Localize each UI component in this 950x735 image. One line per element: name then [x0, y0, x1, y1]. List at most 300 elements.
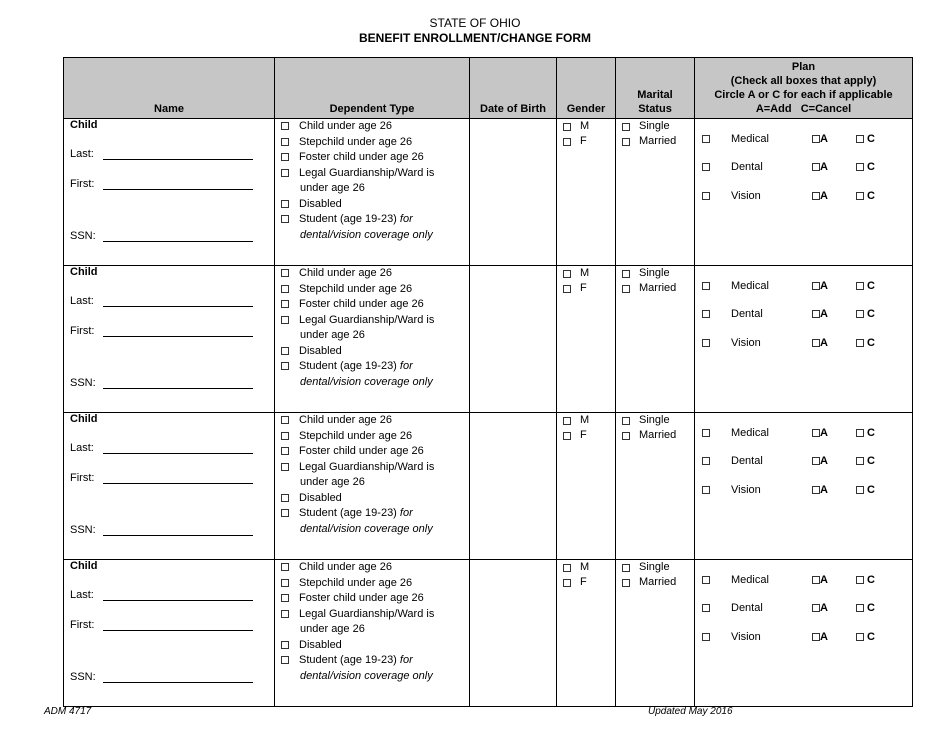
plan-row-dental — [702, 454, 912, 468]
checkbox[interactable] — [563, 270, 571, 278]
marital-option-married — [616, 281, 694, 296]
dep-label-child: Child under age 26 — [299, 267, 392, 279]
last-name-label: Last: — [70, 148, 94, 160]
date-of-birth-cell[interactable] — [470, 119, 557, 266]
plan-cell — [695, 413, 913, 560]
dep-label-student-b: for — [399, 360, 413, 372]
plan-label-medical: Medical — [731, 427, 769, 439]
checkbox[interactable] — [281, 641, 289, 649]
dependent-type-list — [275, 560, 469, 684]
plan-row-vision — [702, 630, 912, 644]
add-checkbox[interactable] — [812, 282, 820, 290]
ssn-label: SSN: — [70, 524, 96, 536]
marital-option-married — [616, 428, 694, 443]
last-name-label: Last: — [70, 295, 94, 307]
last-name-input-line[interactable] — [103, 306, 253, 307]
plan-row-medical — [702, 573, 912, 587]
cancel-label: C — [867, 484, 875, 496]
table-row — [64, 560, 913, 707]
dep-label-student — [299, 506, 413, 522]
cancel-checkbox[interactable] — [856, 282, 864, 290]
dep-label-stepchild: Stepchild under age 26 — [299, 282, 413, 295]
updated-date: Updated May 2016 — [648, 706, 733, 717]
checkbox[interactable] — [622, 123, 630, 131]
cancel-label: C — [867, 337, 875, 349]
marital-label-married: Married — [639, 429, 677, 441]
dep-label-disabled: Disabled — [299, 491, 342, 504]
gender-label-female: F — [580, 576, 587, 588]
dep-label-student — [299, 359, 413, 375]
checkbox[interactable] — [281, 432, 289, 440]
dep-option-guardianship — [281, 607, 469, 623]
add-checkbox[interactable] — [812, 192, 820, 200]
cancel-label: C — [867, 161, 875, 173]
enrollment-table — [63, 57, 913, 707]
cancel-label: C — [867, 133, 875, 145]
plan-row-vision — [702, 336, 912, 350]
table-header-row — [64, 58, 913, 119]
marital-label-single: Single — [639, 120, 670, 132]
state-title: STATE OF OHIO — [429, 16, 521, 30]
checkbox[interactable] — [281, 285, 289, 293]
gender-label-male: M — [580, 561, 590, 573]
gender-option-male — [557, 560, 615, 575]
cancel-checkbox[interactable] — [856, 429, 864, 437]
checkbox[interactable] — [281, 610, 289, 618]
dep-label-student-a: Student (age 19-23) — [299, 507, 400, 519]
gender-cell — [557, 413, 616, 560]
marital-status-cell — [616, 266, 695, 413]
cancel-checkbox[interactable] — [856, 486, 864, 494]
marital-status-cell — [616, 560, 695, 707]
dep-label-child: Child under age 26 — [299, 561, 392, 573]
plan-label-medical: Medical — [731, 133, 769, 145]
dep-label-student-a: Student (age 19-23) — [299, 654, 400, 666]
col-header-gender: Gender — [557, 58, 616, 119]
add-checkbox[interactable] — [812, 486, 820, 494]
dep-option-stepchild — [281, 135, 469, 151]
dep-label-child: Child under age 26 — [299, 414, 392, 426]
plan-row-dental — [702, 160, 912, 174]
plan-cell — [695, 560, 913, 707]
first-name-input-line[interactable] — [103, 336, 253, 337]
checkbox[interactable] — [281, 215, 289, 223]
plan-label-vision: Vision — [731, 337, 761, 349]
dep-label-student-a: Student (age 19-23) — [299, 360, 400, 372]
checkbox[interactable] — [563, 432, 571, 440]
plan-checkbox-vision[interactable] — [702, 192, 710, 200]
dependent-type-cell — [275, 266, 470, 413]
dependent-type-cell — [275, 119, 470, 266]
gender-label-male: M — [580, 120, 590, 132]
dependent-type-cell — [275, 413, 470, 560]
first-name-label: First: — [70, 178, 95, 190]
last-name-input-line[interactable] — [103, 159, 253, 160]
first-name-label: First: — [70, 325, 95, 337]
plan-row-medical — [702, 426, 912, 440]
child-label: Child — [70, 560, 98, 572]
gender-option-female — [557, 134, 615, 149]
gender-option-female — [557, 575, 615, 590]
checkbox[interactable] — [281, 594, 289, 602]
first-name-label: First: — [70, 472, 95, 484]
last-name-label: Last: — [70, 442, 94, 454]
child-label: Child — [70, 266, 98, 278]
gender-label-male: M — [580, 414, 590, 426]
add-label: A — [820, 631, 828, 643]
plan-row-medical — [702, 279, 912, 293]
plan-label-vision: Vision — [731, 190, 761, 202]
cancel-label: C — [867, 574, 875, 586]
checkbox[interactable] — [281, 463, 289, 471]
checkbox[interactable] — [281, 269, 289, 277]
form-header — [0, 16, 950, 46]
checkbox[interactable] — [622, 417, 630, 425]
checkbox[interactable] — [281, 416, 289, 424]
first-name-input-line[interactable] — [103, 189, 253, 190]
add-checkbox[interactable] — [812, 633, 820, 641]
form-number: ADM 4717 — [44, 706, 92, 717]
dep-option-disabled — [281, 344, 469, 360]
dep-label-student-b: for — [399, 213, 413, 225]
dep-label-guardianship-line2: under age 26 — [300, 476, 365, 488]
dep-option-student-cont — [281, 669, 469, 685]
dep-label-disabled: Disabled — [299, 197, 342, 210]
plan-checkbox-medical[interactable] — [702, 576, 710, 584]
plan-checkbox-medical[interactable] — [702, 282, 710, 290]
dep-label-guardianship-line2: under age 26 — [300, 182, 365, 194]
checkbox[interactable] — [281, 316, 289, 324]
checkbox[interactable] — [281, 138, 289, 146]
gender-label-male: M — [580, 267, 590, 279]
dep-option-child — [281, 119, 469, 135]
add-checkbox[interactable] — [812, 163, 820, 171]
col-header-name: Name — [64, 58, 275, 119]
plan-row-vision — [702, 483, 912, 497]
cancel-checkbox[interactable] — [856, 310, 864, 318]
gender-option-female — [557, 428, 615, 443]
ssn-label: SSN: — [70, 671, 96, 683]
checkbox[interactable] — [281, 494, 289, 502]
dep-option-foster — [281, 444, 469, 460]
checkbox[interactable] — [281, 563, 289, 571]
cancel-label: C — [867, 455, 875, 467]
gender-cell — [557, 560, 616, 707]
checkbox[interactable] — [281, 153, 289, 161]
marital-option-single — [616, 266, 694, 281]
checkbox[interactable] — [563, 123, 571, 131]
add-label: A — [820, 133, 828, 145]
cancel-checkbox[interactable] — [856, 135, 864, 143]
first-name-input-line[interactable] — [103, 483, 253, 484]
last-name-input-line[interactable] — [103, 600, 253, 601]
cancel-label: C — [867, 190, 875, 202]
dep-label-disabled: Disabled — [299, 638, 342, 651]
dep-label-foster: Foster child under age 26 — [299, 445, 424, 457]
cancel-label: C — [867, 427, 875, 439]
marital-header-line1: Marital — [637, 89, 673, 101]
dep-option-guardianship-cont — [281, 475, 469, 491]
plan-label-dental: Dental — [731, 308, 763, 320]
checkbox[interactable] — [622, 138, 630, 146]
add-label: A — [820, 455, 828, 467]
dep-option-guardianship — [281, 313, 469, 329]
dep-option-foster — [281, 297, 469, 313]
col-header-marital-status — [616, 58, 695, 119]
plan-row-vision — [702, 189, 912, 203]
dep-option-student — [281, 359, 469, 375]
first-name-label: First: — [70, 619, 95, 631]
plan-row-dental — [702, 601, 912, 615]
add-label: A — [820, 484, 828, 496]
plan-checkbox-dental[interactable] — [702, 310, 710, 318]
add-label: A — [820, 190, 828, 202]
cancel-label: C — [867, 280, 875, 292]
dep-label-foster: Foster child under age 26 — [299, 151, 424, 163]
cancel-checkbox[interactable] — [856, 163, 864, 171]
checkbox[interactable] — [563, 138, 571, 146]
dep-option-stepchild — [281, 576, 469, 592]
marital-header-line2: Status — [638, 103, 672, 115]
last-name-label: Last: — [70, 589, 94, 601]
add-checkbox[interactable] — [812, 457, 820, 465]
cancel-checkbox[interactable] — [856, 604, 864, 612]
plan-label-dental: Dental — [731, 602, 763, 614]
col-header-dependent-type: Dependent Type — [275, 58, 470, 119]
ssn-input-line[interactable] — [103, 535, 253, 536]
form-title: BENEFIT ENROLLMENT/CHANGE FORM — [359, 31, 591, 45]
plan-checkbox-vision[interactable] — [702, 339, 710, 347]
plan-label-vision: Vision — [731, 631, 761, 643]
dep-option-disabled — [281, 491, 469, 507]
marital-option-married — [616, 575, 694, 590]
plan-label-medical: Medical — [731, 280, 769, 292]
gender-option-male — [557, 119, 615, 134]
checkbox[interactable] — [281, 300, 289, 308]
plan-checkbox-medical[interactable] — [702, 135, 710, 143]
gender-cell — [557, 266, 616, 413]
date-of-birth-cell[interactable] — [470, 413, 557, 560]
dep-option-guardianship-cont — [281, 328, 469, 344]
plan-label-vision: Vision — [731, 484, 761, 496]
dep-option-disabled — [281, 197, 469, 213]
plan-header-line4: A=Add C=Cancel — [755, 103, 852, 115]
gender-cell — [557, 119, 616, 266]
child-label: Child — [70, 413, 98, 425]
checkbox[interactable] — [281, 579, 289, 587]
add-checkbox[interactable] — [812, 604, 820, 612]
checkbox[interactable] — [281, 656, 289, 664]
checkbox[interactable] — [622, 270, 630, 278]
marital-label-single: Single — [639, 267, 670, 279]
cancel-label: C — [867, 602, 875, 614]
marital-label-single: Single — [639, 414, 670, 426]
dep-option-stepchild — [281, 429, 469, 445]
checkbox[interactable] — [281, 347, 289, 355]
plan-label-dental: Dental — [731, 455, 763, 467]
checkbox[interactable] — [563, 579, 571, 587]
plan-header-line3: Circle A or C for each if applicable — [714, 89, 893, 101]
name-cell — [64, 413, 275, 560]
dep-option-student — [281, 212, 469, 228]
table-row — [64, 266, 913, 413]
dep-label-student-line2: dental/vision coverage only — [300, 522, 433, 535]
plan-checkbox-dental[interactable] — [702, 604, 710, 612]
dep-option-foster — [281, 591, 469, 607]
dependent-type-list — [275, 413, 469, 537]
gender-option-female — [557, 281, 615, 296]
plan-checkbox-dental[interactable] — [702, 163, 710, 171]
dep-label-guardianship: Legal Guardianship/Ward is — [299, 166, 435, 179]
dep-option-guardianship-cont — [281, 181, 469, 197]
add-checkbox[interactable] — [812, 576, 820, 584]
marital-option-single — [616, 413, 694, 428]
ssn-input-line[interactable] — [103, 388, 253, 389]
dep-option-student — [281, 506, 469, 522]
marital-label-married: Married — [639, 135, 677, 147]
name-cell — [64, 560, 275, 707]
dep-label-foster: Foster child under age 26 — [299, 298, 424, 310]
gender-option-male — [557, 266, 615, 281]
dep-label-student-line2: dental/vision coverage only — [300, 669, 433, 682]
checkbox[interactable] — [563, 564, 571, 572]
table-row — [64, 119, 913, 266]
marital-option-married — [616, 134, 694, 149]
gender-label-female: F — [580, 282, 587, 294]
dep-label-stepchild: Stepchild under age 26 — [299, 135, 413, 148]
child-label: Child — [70, 119, 98, 131]
last-name-input-line[interactable] — [103, 453, 253, 454]
checkbox[interactable] — [622, 564, 630, 572]
dep-label-guardianship: Legal Guardianship/Ward is — [299, 313, 435, 326]
marital-status-cell — [616, 119, 695, 266]
cancel-checkbox[interactable] — [856, 339, 864, 347]
dep-label-student — [299, 653, 413, 669]
add-label: A — [820, 161, 828, 173]
name-cell — [64, 266, 275, 413]
ssn-label: SSN: — [70, 377, 96, 389]
plan-checkbox-dental[interactable] — [702, 457, 710, 465]
dep-label-guardianship: Legal Guardianship/Ward is — [299, 607, 435, 620]
ssn-input-line[interactable] — [103, 682, 253, 683]
gender-label-female: F — [580, 429, 587, 441]
dep-label-child: Child under age 26 — [299, 120, 392, 132]
add-label: A — [820, 280, 828, 292]
marital-status-cell — [616, 413, 695, 560]
dep-label-guardianship-line2: under age 26 — [300, 329, 365, 341]
dep-option-stepchild — [281, 282, 469, 298]
checkbox[interactable] — [281, 509, 289, 517]
add-label: A — [820, 337, 828, 349]
checkbox[interactable] — [622, 579, 630, 587]
dep-label-student-b: for — [399, 507, 413, 519]
cancel-checkbox[interactable] — [856, 457, 864, 465]
marital-option-single — [616, 560, 694, 575]
dep-label-foster: Foster child under age 26 — [299, 592, 424, 604]
marital-label-married: Married — [639, 282, 677, 294]
checkbox[interactable] — [281, 169, 289, 177]
col-header-date-of-birth: Date of Birth — [470, 58, 557, 119]
plan-header-line1: Plan — [791, 61, 816, 73]
ssn-input-line[interactable] — [103, 241, 253, 242]
checkbox[interactable] — [622, 285, 630, 293]
plan-cell — [695, 119, 913, 266]
checkbox[interactable] — [563, 417, 571, 425]
dep-label-stepchild: Stepchild under age 26 — [299, 576, 413, 589]
table-row — [64, 413, 913, 560]
dep-option-student — [281, 653, 469, 669]
dep-option-guardianship — [281, 460, 469, 476]
add-checkbox[interactable] — [812, 135, 820, 143]
dep-option-student-cont — [281, 228, 469, 244]
checkbox[interactable] — [281, 362, 289, 370]
dep-label-stepchild: Stepchild under age 26 — [299, 429, 413, 442]
date-of-birth-cell[interactable] — [470, 266, 557, 413]
col-header-plan — [695, 58, 913, 119]
add-label: A — [820, 427, 828, 439]
plan-label-dental: Dental — [731, 161, 763, 173]
dep-option-guardianship-cont — [281, 622, 469, 638]
checkbox[interactable] — [563, 285, 571, 293]
ssn-label: SSN: — [70, 230, 96, 242]
marital-label-single: Single — [639, 561, 670, 573]
add-checkbox[interactable] — [812, 339, 820, 347]
plan-label-medical: Medical — [731, 574, 769, 586]
plan-checkbox-medical[interactable] — [702, 429, 710, 437]
dep-option-child — [281, 560, 469, 576]
plan-header-line2: (Check all boxes that apply) — [730, 75, 877, 87]
dep-label-guardianship: Legal Guardianship/Ward is — [299, 460, 435, 473]
cancel-checkbox[interactable] — [856, 576, 864, 584]
dependent-type-list — [275, 119, 469, 243]
add-label: A — [820, 602, 828, 614]
dep-label-student-b: for — [399, 654, 413, 666]
dep-label-student-a: Student (age 19-23) — [299, 213, 400, 225]
cancel-label: C — [867, 631, 875, 643]
dep-label-disabled: Disabled — [299, 344, 342, 357]
add-label: A — [820, 574, 828, 586]
dep-option-student-cont — [281, 375, 469, 391]
first-name-input-line[interactable] — [103, 630, 253, 631]
marital-label-married: Married — [639, 576, 677, 588]
checkbox[interactable] — [281, 122, 289, 130]
dep-option-disabled — [281, 638, 469, 654]
checkbox[interactable] — [622, 432, 630, 440]
plan-checkbox-vision[interactable] — [702, 633, 710, 641]
dep-option-child — [281, 413, 469, 429]
cancel-label: C — [867, 308, 875, 320]
dep-label-guardianship-line2: under age 26 — [300, 623, 365, 635]
dep-label-student-line2: dental/vision coverage only — [300, 228, 433, 241]
add-checkbox[interactable] — [812, 429, 820, 437]
cancel-checkbox[interactable] — [856, 633, 864, 641]
plan-cell — [695, 266, 913, 413]
dep-option-student-cont — [281, 522, 469, 538]
checkbox[interactable] — [281, 447, 289, 455]
plan-row-medical — [702, 132, 912, 146]
dep-option-child — [281, 266, 469, 282]
gender-option-male — [557, 413, 615, 428]
dep-label-student — [299, 212, 413, 228]
add-checkbox[interactable] — [812, 310, 820, 318]
dep-option-foster — [281, 150, 469, 166]
marital-option-single — [616, 119, 694, 134]
plan-checkbox-vision[interactable] — [702, 486, 710, 494]
dep-option-guardianship — [281, 166, 469, 182]
checkbox[interactable] — [281, 200, 289, 208]
cancel-checkbox[interactable] — [856, 192, 864, 200]
date-of-birth-cell[interactable] — [470, 560, 557, 707]
